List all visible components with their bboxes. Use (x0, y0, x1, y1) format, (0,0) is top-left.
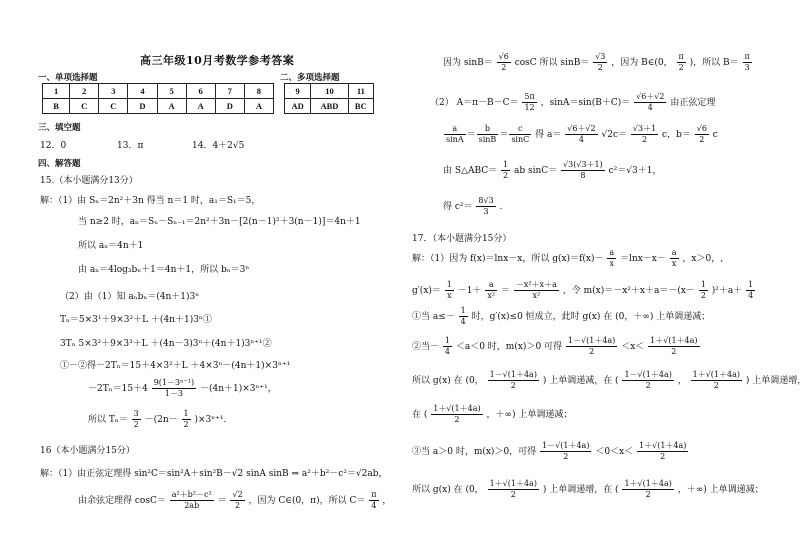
r7-text-b: －1＋ (457, 286, 482, 296)
r9-frac-1 (443, 336, 452, 357)
q16-l2-text-c: ，因为 C∈(0，π)，所以 C＝ (248, 496, 366, 506)
r4-text-b: ab sinC＝ (513, 166, 558, 176)
q16-l2-text-e: ， (382, 496, 392, 506)
single-header-cell-2: 2 (70, 84, 99, 99)
page-title: 高三年级10月考数学参考答案 (140, 54, 295, 67)
r2-den: 12 (524, 103, 535, 112)
r11-text-b: ，＋∞) 上单调递减； (486, 410, 573, 420)
r3-den1: sinA (446, 135, 464, 144)
r10-num: 1－√(1＋4a) (489, 370, 537, 379)
r3-frac-6 (695, 124, 709, 145)
r11-num: 1＋√(1＋4a) (433, 404, 481, 413)
right-line-5 (443, 196, 502, 217)
single-answer-cell-7: D (215, 99, 244, 114)
q16-l2-den: 2ab (184, 501, 200, 510)
r9-text-c: ＜x＜ (621, 342, 645, 352)
r10-text-b: ) 上单调递减，在 ( (542, 376, 619, 386)
r12-den2: 2 (660, 452, 666, 461)
q15-line-8: ①－②得－2Tₙ＝15＋4×3²＋L ＋4×3ⁿ－(4n＋1)×3ⁿ⁺¹ (60, 361, 291, 371)
single-header-cell-7: 7 (215, 84, 244, 99)
r3-text-b: √2c＝ (601, 130, 628, 140)
single-header-cell-5: 5 (157, 84, 186, 99)
r3-frac-1 (444, 124, 466, 145)
r9-text-b: ＜a＜0 时，m(x)＞0 可得 (455, 342, 563, 352)
r4-den: 2 (503, 171, 509, 180)
right-line-9 (412, 336, 701, 357)
q16-l2-fraction-1 (170, 490, 214, 511)
r12-num2: 1＋√(1＋4a) (639, 441, 687, 450)
q15-line-4: 由 aₙ＝4log₃bₙ＋1＝4n＋1，所以 bₙ＝3ⁿ (78, 265, 250, 275)
single-answer-cell-6: A (186, 99, 215, 114)
single-answer-cell-1: B (43, 99, 70, 114)
r11-text-a: 在 ( (412, 410, 428, 420)
r7-den3: x² (532, 291, 541, 300)
r5-frac-1 (476, 196, 495, 217)
r3-num4: √6＋√2 (567, 124, 596, 133)
r12-text-b: ＜0＜x＜ (595, 447, 634, 457)
q15-l10-text-a: 所以 Tₙ＝ (88, 415, 128, 425)
q16-line-2 (78, 490, 391, 511)
q15-line-7: 3Tₙ 5×3²＋9×3³＋L ＋(4n－3)3ⁿ＋(4n＋1)3ⁿ⁺¹② (60, 339, 272, 349)
r12-text-a: ③当 a＞0 时，m(x)＞0，可得 (412, 447, 537, 457)
q16-line-1: 解：（1）由正弦定理得 sin²C＝sin²A＋sin²B－√2 sinA sinB ⇒ a²＋b²－c²＝√2ab， (40, 469, 388, 479)
q16-l2-fraction-2 (230, 490, 244, 511)
right-line-3: $\frac{a}{\sin A}$ ＝ $\frac{b}{\sin B}$ ＝ $\frac{c}{\sin C}$ 得 a＝ $\frac{√6+√2}{4}$ √2c＝ $\frac{√3+1}{2}$ c，b＝ $\frac{√6}{2}$ c (446, 124, 718, 144)
section-solve: 四、解答题 (38, 159, 81, 169)
r3-text-a: 得 a＝ (535, 130, 562, 140)
r9-den2: 2 (589, 347, 595, 356)
r13-frac-2 (622, 479, 673, 500)
single-answer-cell-5: A (157, 99, 186, 114)
single-header-cell-4: 4 (128, 84, 157, 99)
r9-num2: 1－√(1＋4a) (567, 336, 616, 345)
single-header-cell-6: 6 (186, 84, 215, 99)
r6-frac-2 (670, 248, 679, 269)
r13-text-b: ) 上单调递增，在 ( (542, 485, 619, 495)
r13-num2: 1＋√(1＋4a) (624, 479, 672, 488)
r7-frac-5 (746, 280, 755, 301)
r8-num: 1 (460, 306, 466, 315)
r5-text-a: 得 c²＝ (443, 202, 473, 212)
multi-header-cell-2: 10 (311, 84, 348, 99)
r3-num6: √6 (696, 124, 707, 133)
r4-frac-2 (561, 160, 605, 181)
r6-text-c: ，x＞0，, (682, 254, 724, 264)
r7-den: x (447, 291, 452, 300)
r7-num4: 1 (700, 280, 706, 289)
single-answer-cell-8: A (244, 99, 273, 114)
r1-frac-3 (677, 52, 686, 73)
r5-text-b: . (499, 202, 503, 212)
r6-num: a (609, 248, 615, 257)
q16-l2-text-a: 由余弦定理得 cosC＝ (78, 496, 166, 506)
single-answer-cell-2: C (70, 99, 99, 114)
r6-den: x (609, 259, 615, 268)
r1-den3: 2 (678, 63, 684, 72)
q16-l2-den3: 4 (371, 501, 377, 510)
r3-den6: 2 (699, 135, 705, 144)
r12-frac-1 (540, 441, 591, 462)
r6-text-a: 解：（1）因为 f(x)＝lnx－x，所以 g(x)＝f(x)－ (412, 254, 604, 264)
q15-l9-text-b: －(4n＋1)×3ⁿ⁺¹， (199, 384, 277, 394)
right-line-7 (412, 280, 756, 301)
r2-num: 5π (524, 92, 535, 101)
r9-num: 1 (444, 336, 450, 345)
r1-text-e: )，所以 B＝ (689, 58, 739, 68)
single-answer-cell-4: D (128, 99, 157, 114)
r9-num3: 1＋√(1＋4a) (650, 336, 698, 345)
q15-l9-fraction (152, 378, 196, 399)
single-header-cell-8: 8 (244, 84, 273, 99)
multi-header-cell-3: 11 (348, 84, 373, 99)
multi-answer-cell-3: BC (348, 99, 373, 114)
r4-frac-1 (501, 160, 510, 181)
q16-l2-den2: 2 (235, 501, 241, 510)
right-line-10 (412, 370, 806, 391)
r3-num5: √3＋1 (632, 124, 657, 133)
r10-frac-2 (622, 370, 673, 391)
q15-l10-den: 2 (133, 420, 139, 429)
r2-den2: 4 (647, 103, 653, 112)
q16-l2-num2: √2 (232, 490, 243, 499)
r3-den3: sinC (511, 135, 530, 144)
r4-text-a: 由 S△ABC＝ (443, 166, 498, 176)
r1-num2: √3 (595, 52, 606, 61)
r7-den5: 4 (748, 291, 754, 300)
q15-l10-den2: 2 (183, 420, 189, 429)
r7-frac-3 (514, 280, 559, 301)
r1-num: √6 (498, 52, 509, 61)
q16-l2-num3: π (371, 490, 377, 499)
q15-line-9 (88, 378, 277, 399)
q16-heading: 16（本小题满分15分） (40, 446, 135, 456)
r6-num2: a (671, 248, 677, 257)
single-answer-cell-3: C (99, 99, 128, 114)
r2-frac-2 (634, 92, 666, 113)
r13-den2: 2 (645, 490, 651, 499)
r7-num3: －x²＋x＋a (515, 280, 557, 289)
r1-frac-4 (743, 52, 752, 73)
r1-num3: π (678, 52, 684, 61)
q17-heading: 17．（本小题满分15分） (412, 234, 512, 244)
r8-den: 4 (460, 317, 466, 326)
r1-den4: 3 (744, 63, 750, 72)
r8-text-b: 时，g′(x)≤0 恒成立，此时 g(x) 在 (0，＋∞) 上单调递减； (471, 312, 711, 322)
section-single-choice: 一、单项选择题 (38, 73, 98, 83)
r1-den: 2 (501, 63, 507, 72)
r2-frac-1 (522, 92, 536, 113)
r4-text-c: c²＝√3＋1， (608, 166, 662, 176)
r3-frac-3 (509, 124, 531, 145)
r10-den3: 2 (713, 381, 719, 390)
r6-text-b: ＝lnx－x－ (620, 254, 666, 264)
section-multi-choice: 二、多项选择题 (280, 73, 340, 83)
r13-text-c: ，＋∞) 上单调递减； (677, 485, 764, 495)
r1-den2: 2 (597, 63, 603, 72)
right-line-11 (412, 404, 572, 425)
q15-l10-text-c: )×3ⁿ⁺¹. (194, 415, 227, 425)
r1-frac-2 (593, 52, 607, 73)
r13-den: 2 (510, 490, 516, 499)
right-line-2 (430, 92, 715, 113)
r13-text-a: 所以 g(x) 在 (0， (412, 485, 484, 495)
multi-answer-cell-2: ABD (311, 99, 348, 114)
r7-den2: x² (487, 291, 496, 300)
multi-choice-table (284, 83, 374, 114)
r10-num2: 1－√(1＋4a) (624, 370, 672, 379)
r7-text-a: g′(x)＝ (412, 286, 441, 296)
q15-l10-num2: 1 (183, 409, 189, 418)
q15-l9-text-a: －2Tₙ＝15＋4 (88, 384, 148, 394)
r8-text-a: ①当 a≤－ (412, 312, 455, 322)
r3-den2: sinB (478, 135, 497, 144)
r2-text-c: 由正弦定理 (670, 98, 716, 108)
r3-frac-5 (631, 124, 658, 145)
multi-header-cell-1: 9 (285, 84, 311, 99)
right-line-8 (412, 306, 710, 327)
right-line-6 (412, 248, 723, 269)
section-fill-blank: 三、填空题 (38, 123, 81, 133)
r7-text-c: ＝ (500, 286, 510, 296)
r3-frac-4 (565, 124, 597, 145)
r3-text-c: c，b＝ (662, 130, 691, 140)
q15-line-10 (88, 409, 226, 430)
r10-frac-1 (488, 370, 539, 391)
r10-text-a: 所以 g(x) 在 (0， (412, 376, 484, 386)
r7-num: 1 (446, 280, 452, 289)
q15-l9-den: 1－3 (164, 389, 183, 398)
r10-den: 2 (510, 381, 516, 390)
r4-den2: 8 (580, 171, 586, 180)
r1-text-b: cosC 所以 sinB＝ (514, 58, 590, 68)
r7-frac-1 (445, 280, 454, 301)
r1-text-a: 因为 sinB＝ (443, 58, 493, 68)
r12-num: 1－√(1＋4a) (542, 441, 590, 450)
r1-frac-1 (497, 52, 511, 73)
q15-heading: 15.（本小题满分13分） (40, 176, 138, 186)
r3-num2: b (477, 124, 499, 135)
r7-num2: a (485, 280, 497, 291)
r10-text-e: ) 上单调递增， (745, 376, 806, 386)
single-choice-table (42, 83, 274, 114)
r1-num4: π (744, 52, 750, 61)
r1-text-c: ，因为 B∈(0， (611, 58, 673, 68)
r13-num: 1＋√(1＋4a) (489, 479, 537, 488)
single-header-cell-1: 1 (43, 84, 70, 99)
r3-frac-2 (477, 124, 499, 145)
r4-num2: √3(√3＋1) (563, 160, 603, 169)
r8-frac-1 (459, 306, 468, 327)
r3-den5: 2 (641, 135, 648, 144)
fill-answer-14: 14．4＋2√5 (192, 141, 245, 151)
r3-num1: a (444, 124, 466, 135)
r2-text-a: （2） A＝π－B－C＝ (430, 98, 519, 108)
r12-frac-2 (637, 441, 688, 462)
right-line-13 (412, 479, 764, 500)
single-header-cell-3: 3 (99, 84, 128, 99)
r6-den2: x (671, 259, 677, 268)
r9-frac-2 (566, 336, 617, 357)
r13-frac-1 (488, 479, 539, 500)
right-line-1 (443, 52, 753, 73)
r3-text-e: c (712, 130, 718, 140)
r5-num: 8√3 (478, 196, 494, 205)
q16-l2-num: a²＋b²－c² (171, 490, 212, 499)
q15-line-5: （2）由（1）知 aₙbₙ＝(4n＋1)3ⁿ (60, 292, 200, 302)
r2-text-b: ，sinA＝sin(B＋C)＝ (540, 98, 631, 108)
q15-line-1: 解：（1）由 Sₙ＝2n²＋3n 得当 n＝1 时，a₁＝S₁＝5， (40, 196, 261, 206)
r3-den4: 4 (578, 135, 584, 144)
q15-line-3: 所以 aₙ＝4n＋1 (78, 241, 144, 251)
r9-frac-3 (648, 336, 699, 357)
r10-frac-3 (691, 370, 742, 391)
r4-num: 1 (503, 160, 509, 169)
r9-den3: 2 (671, 347, 677, 356)
multi-answer-cell-1: AD (285, 99, 311, 114)
q15-line-6: Tₙ＝5×3¹＋9×3²＋L ＋(4n＋1)3ⁿ① (60, 315, 212, 325)
r7-num5: 1 (748, 280, 754, 289)
q15-l10-fraction-2 (182, 409, 191, 430)
q15-l9-num: 9(1－3ⁿ⁻¹) (153, 378, 195, 387)
r3-num3: c (509, 124, 531, 135)
r7-text-f: )²＋a＋ (711, 286, 743, 296)
q15-l10-fraction-1 (132, 409, 141, 430)
fill-answer-12: 12．0 (40, 141, 67, 151)
r10-text-c: ， (677, 376, 687, 386)
right-line-4 (443, 160, 661, 181)
r10-den2: 2 (645, 381, 651, 390)
r11-frac-1 (431, 404, 482, 425)
r7-text-e: ，令 m(x)＝－x²＋x＋a＝－(x－ (562, 286, 695, 296)
q15-line-2: 当 n≥2 时，aₙ＝Sₙ－Sₙ₋₁＝2n²＋3n－[2(n－1)²＋3(n－1)]＝4n＋1 (78, 217, 361, 227)
r2-num2: √6＋√2 (636, 92, 665, 101)
r9-text-a: ②当－ (412, 342, 440, 352)
r7-frac-4 (699, 280, 708, 301)
q15-l10-text-b: －(2n－ (144, 415, 178, 425)
r10-num3: 1＋√(1＋4a) (692, 370, 740, 379)
q16-l2-fraction-3 (369, 490, 378, 511)
fill-answer-13: 13．π (117, 141, 144, 151)
right-line-12 (412, 441, 689, 462)
r12-den: 2 (563, 452, 569, 461)
q16-l2-text-b: ＝ (217, 496, 227, 506)
r7-frac-2 (485, 280, 497, 301)
r6-frac-1 (607, 248, 616, 269)
q15-l10-num: 3 (133, 409, 139, 418)
r11-den: 2 (454, 415, 460, 424)
r9-den: 4 (444, 347, 450, 356)
r7-den4: 2 (700, 291, 706, 300)
r5-den: 3 (483, 207, 489, 216)
